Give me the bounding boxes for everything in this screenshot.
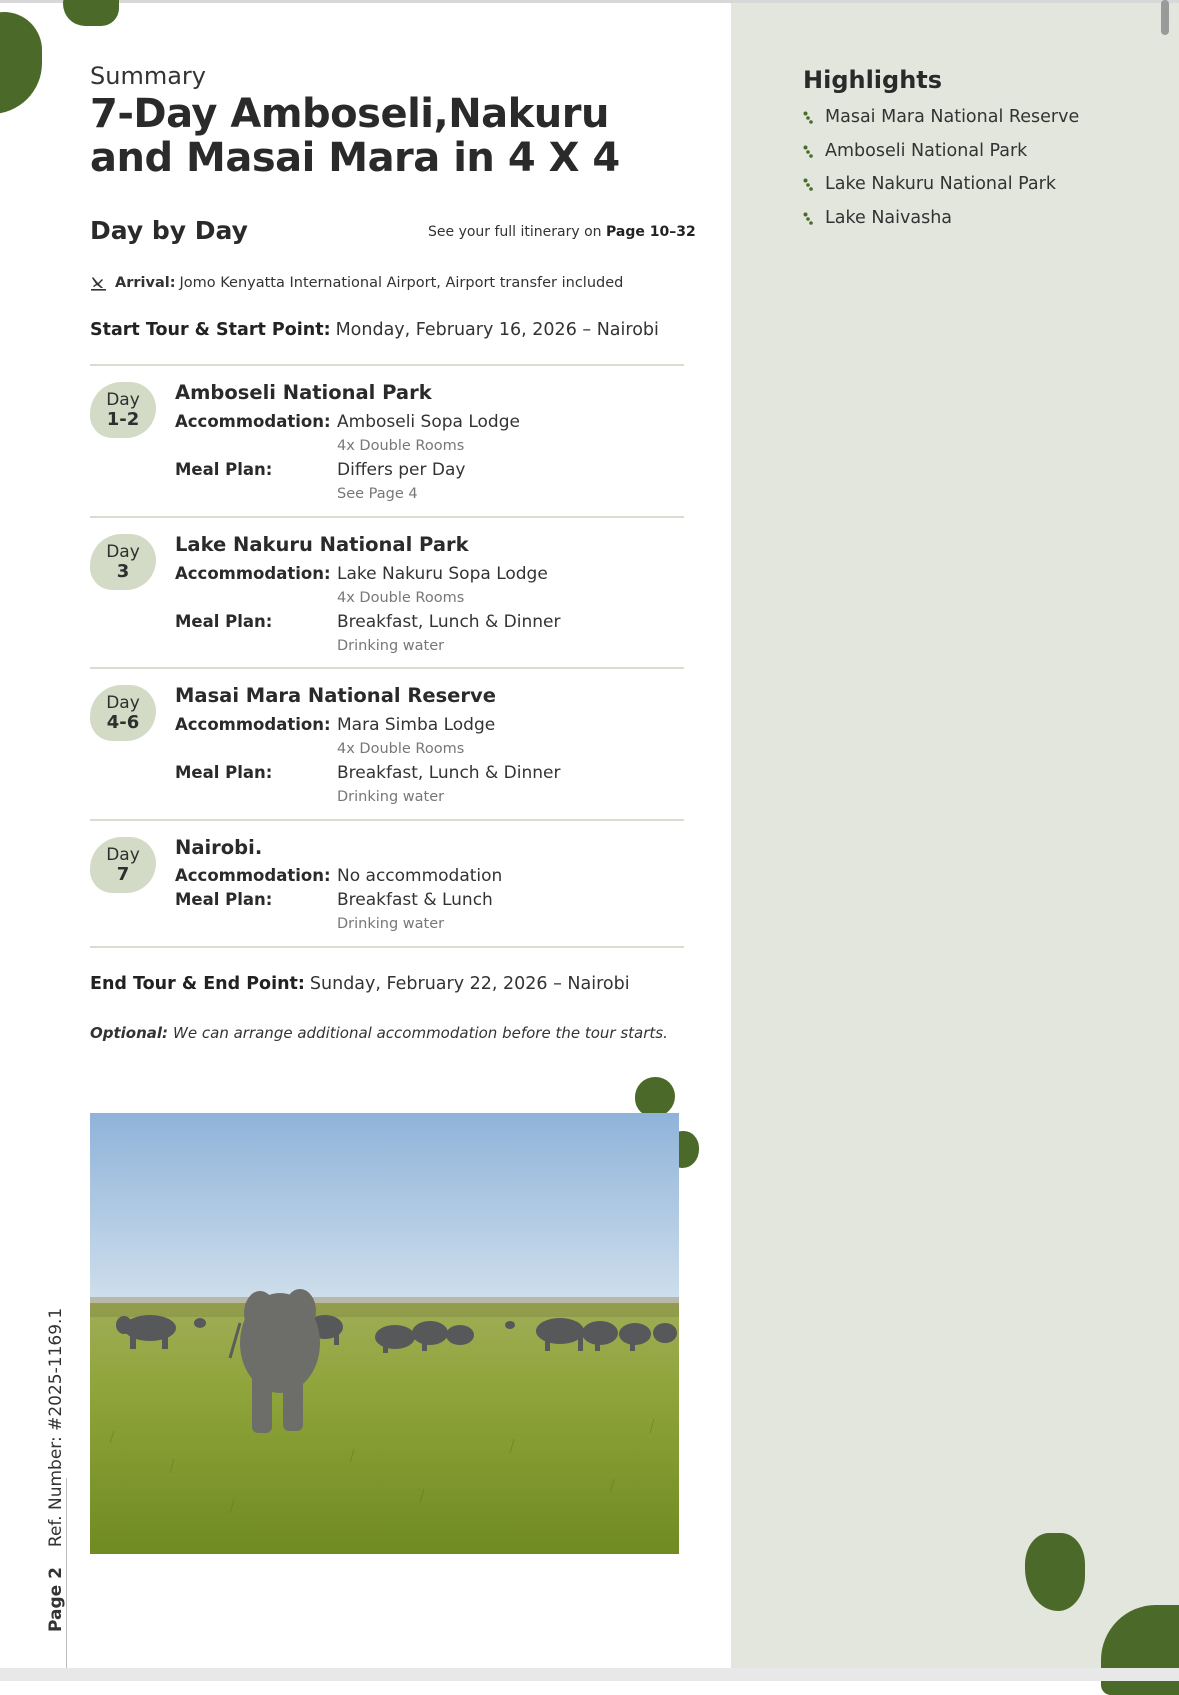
accommodation-label: Accommodation:: [175, 412, 331, 431]
day-block: [90, 821, 684, 971]
day-badge: [90, 534, 156, 590]
highlight-item: [803, 208, 1079, 242]
day-park-title: Masai Mara National Reserve: [175, 684, 496, 707]
meal-plan-label: Meal Plan:: [175, 612, 273, 631]
scrollbar-thumb[interactable]: [1161, 0, 1169, 35]
accommodation-sub: 4x Double Rooms: [337, 438, 465, 454]
highlight-text: Lake Nakuru National Park: [825, 174, 1056, 194]
leaf-bullet-icon: [803, 212, 813, 226]
itinerary-note-pages: Page 10–32: [606, 224, 696, 240]
day-park-title: Nairobi.: [175, 836, 263, 859]
decorative-blob: [0, 12, 42, 114]
sidebar-rule: [66, 1478, 67, 1668]
day-number: 1-2: [106, 409, 140, 430]
accommodation-label: Accommodation:: [175, 564, 331, 583]
meal-plan-label: Meal Plan:: [175, 460, 273, 479]
highlights-panel: [731, 3, 1179, 1668]
start-tour-line: [90, 320, 659, 340]
end-tour-text: Sunday, February 22, 2026 – Nairobi: [309, 974, 630, 994]
meal-plan-sub: Drinking water: [337, 916, 445, 932]
meal-plan-sub: Drinking water: [337, 638, 445, 654]
accommodation-value: Lake Nakuru Sopa Lodge: [337, 564, 548, 584]
accommodation-value: Mara Simba Lodge: [337, 715, 496, 735]
day-block: [90, 366, 684, 516]
page-reference: [46, 1308, 66, 1632]
optional-text: We can arrange additional accommodation before the tour starts.: [173, 1024, 668, 1042]
day-word: Day: [106, 542, 140, 562]
accommodation-label: Accommodation:: [175, 715, 331, 734]
day-park-title: Lake Nakuru National Park: [175, 533, 469, 556]
page-title: 7-Day Amboseli,Nakuru and Masai Mara in 4 X 4: [90, 91, 620, 181]
summary-label: Summary: [90, 62, 206, 90]
start-tour-label: Start Tour & Start Point:: [90, 320, 331, 340]
leaf-bullet-icon: [803, 111, 813, 125]
day-badge: [90, 685, 156, 741]
day-number: 7: [116, 864, 130, 885]
optional-label: Optional:: [90, 1024, 169, 1042]
end-tour-label: End Tour & End Point:: [90, 974, 305, 994]
decorative-blob: [635, 1077, 675, 1117]
day-badge: [90, 382, 156, 438]
day-word: Day: [106, 693, 140, 713]
accommodation-value: Amboseli Sopa Lodge: [337, 412, 520, 432]
meal-plan-value: Differs per Day: [337, 460, 466, 480]
day-number: 3: [116, 561, 130, 582]
meal-plan-value: Breakfast, Lunch & Dinner: [337, 763, 561, 783]
day-word: Day: [106, 845, 140, 865]
page-number: Page 2: [46, 1567, 66, 1632]
accommodation-label: Accommodation:: [175, 866, 331, 885]
day-block: [90, 669, 684, 819]
plane-arrival-icon: [90, 274, 107, 291]
meal-plan-label: Meal Plan:: [175, 890, 273, 909]
day-number: 4-6: [106, 712, 140, 733]
highlight-text: Lake Naivasha: [825, 207, 953, 228]
highlight-text: Masai Mara National Reserve: [825, 107, 1080, 127]
meal-plan-value: Breakfast, Lunch & Dinner: [337, 612, 561, 632]
itinerary-note-prefix: See your full itinerary on: [428, 224, 602, 240]
accommodation-sub: 4x Double Rooms: [337, 590, 465, 606]
divider: [90, 946, 684, 948]
meal-plan-value: Breakfast & Lunch: [337, 890, 493, 910]
itinerary-note: [428, 224, 696, 240]
meal-plan-sub: Drinking water: [337, 789, 445, 805]
day-word: Day: [106, 390, 140, 410]
arrival-text: Jomo Kenyatta International Airport, Airport transfer included: [179, 274, 624, 291]
start-tour-text: Monday, February 16, 2026 – Nairobi: [335, 320, 659, 340]
highlight-item: [803, 174, 1079, 208]
day-block: [90, 518, 684, 668]
end-tour-line: [90, 974, 630, 994]
accommodation-sub: 4x Double Rooms: [337, 741, 465, 757]
day-by-day-heading: Day by Day: [90, 216, 248, 245]
optional-note: [90, 1024, 668, 1042]
decorative-blob: [63, 0, 119, 26]
day-badge: [90, 837, 156, 893]
meal-plan-sub: See Page 4: [337, 486, 418, 502]
arrival-line: [90, 274, 623, 291]
accommodation-value: No accommodation: [337, 866, 503, 886]
meal-plan-label: Meal Plan:: [175, 763, 273, 782]
ref-number: Ref. Number: #2025-1169.1: [46, 1307, 66, 1548]
bottom-edge: [0, 1668, 1179, 1681]
highlight-text: Amboseli National Park: [825, 140, 1028, 161]
highlight-item: [803, 107, 1079, 141]
arrival-label: Arrival:: [115, 274, 176, 291]
leaf-bullet-icon: [803, 145, 813, 159]
highlights-list: [803, 107, 1079, 241]
day-park-title: Amboseli National Park: [175, 381, 432, 404]
leaf-bullet-icon: [803, 178, 813, 192]
highlights-heading: Highlights: [803, 66, 943, 94]
elephant-savanna-photo: [90, 1113, 679, 1554]
highlight-item: [803, 141, 1079, 175]
